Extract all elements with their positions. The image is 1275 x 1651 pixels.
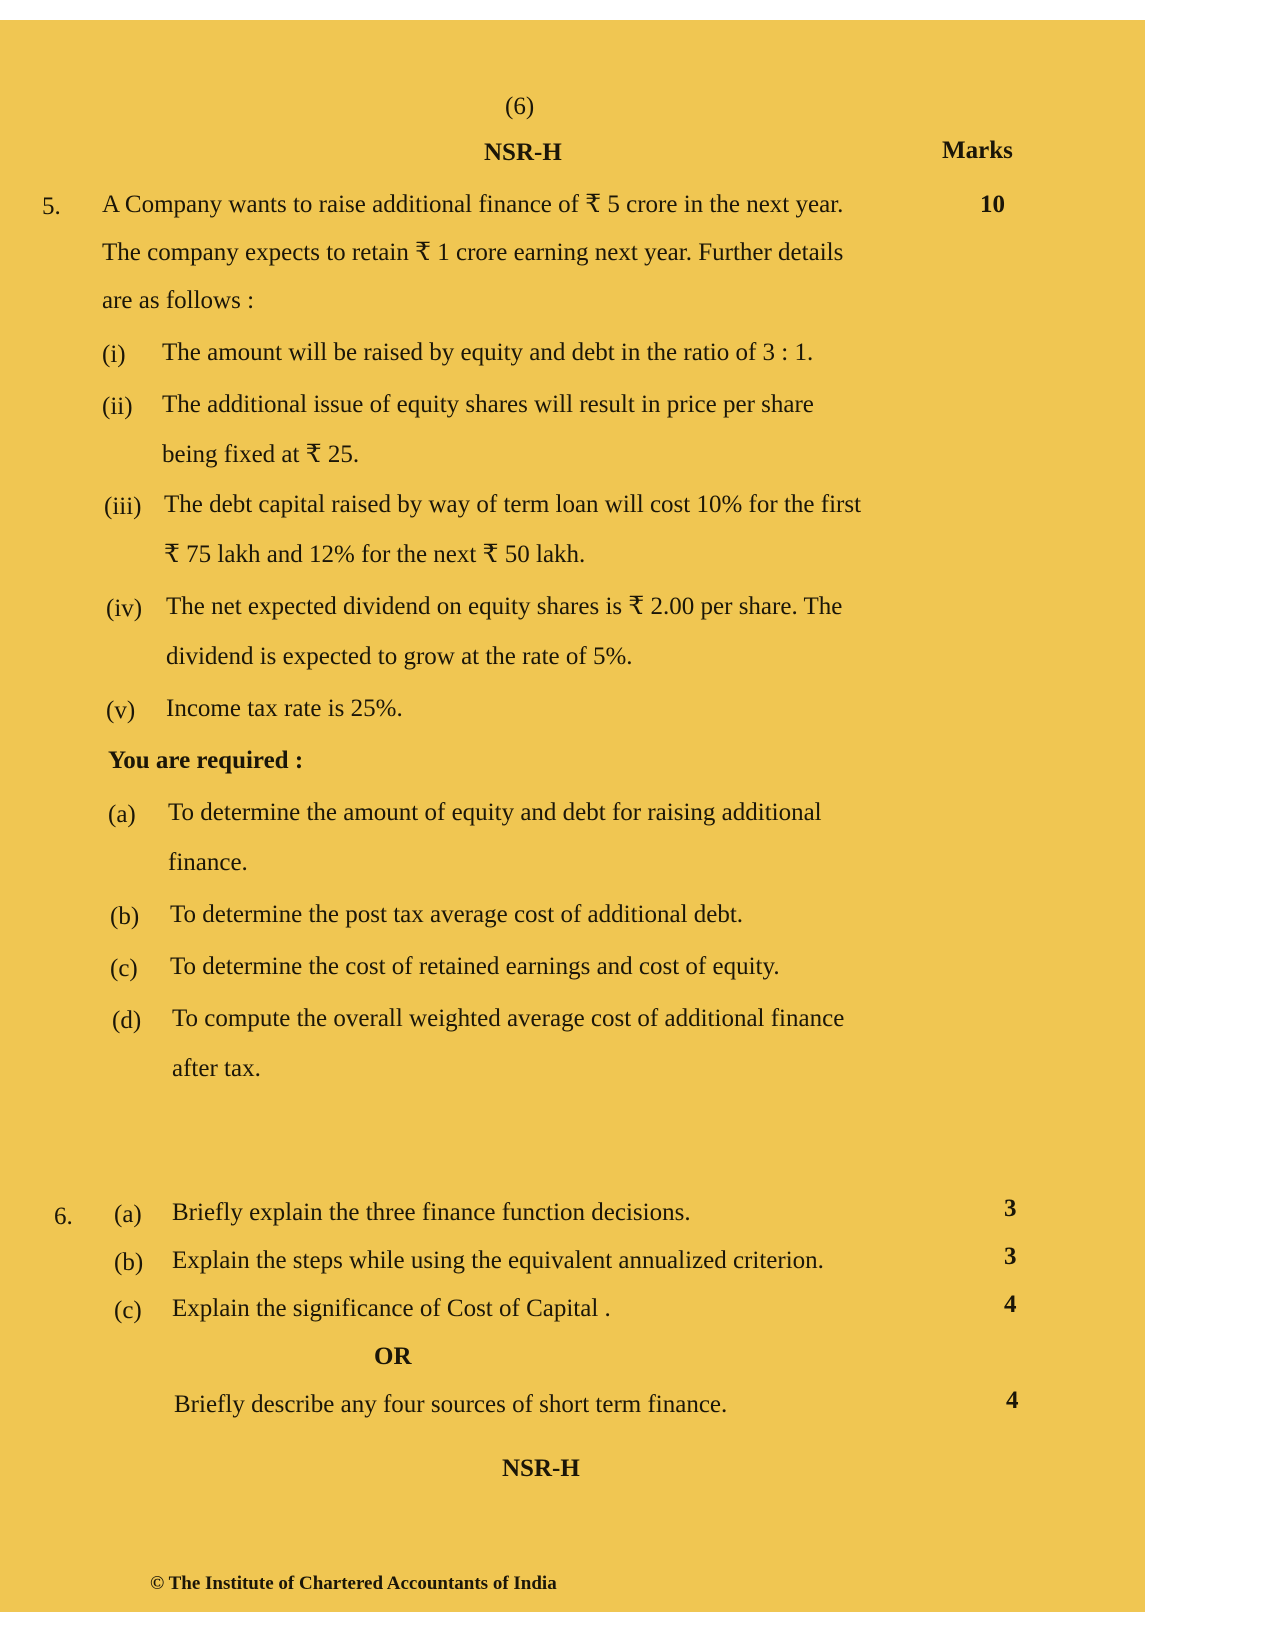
paper-code: NSR-H: [484, 139, 562, 166]
q5-required-text: after tax.: [172, 1055, 261, 1082]
q5-required-label: (d): [112, 1007, 142, 1034]
q5-intro-line: The company expects to retain ₹ 1 crore earning next year. Further details: [102, 239, 844, 266]
q5-detail-text: The debt capital raised by way of term loan will cost 10% for the first: [164, 491, 862, 518]
q5-detail-text: ₹ 75 lakh and 12% for the next ₹ 50 lakh.: [164, 541, 586, 568]
q6-number: 6.: [54, 1203, 73, 1230]
q5-required-text: To compute the overall weighted average cost of additional finance: [172, 1005, 845, 1032]
required-heading: You are required :: [108, 747, 304, 774]
q6-part-text: Briefly explain the three finance function decisions.: [172, 1199, 691, 1226]
q5-required-text: To determine the cost of retained earnings and cost of equity.: [170, 953, 780, 980]
q5-detail-label: (iii): [104, 493, 142, 520]
q5-required-label: (c): [110, 955, 138, 982]
copyright-notice: © The Institute of Chartered Accountants of India: [150, 1573, 557, 1594]
q5-detail-label: (iv): [106, 595, 143, 622]
q5-detail-text: The amount will be raised by equity and debt in the ratio of 3 : 1.: [162, 339, 814, 366]
q5-detail-label: (ii): [102, 393, 133, 420]
q5-required-text: To determine the post tax average cost of additional debt.: [170, 901, 744, 928]
q5-intro-line: A Company wants to raise additional finance of ₹ 5 crore in the next year.: [102, 191, 844, 218]
q6-part-label: (a): [114, 1201, 142, 1228]
or-divider: OR: [374, 1343, 412, 1370]
q5-marks: 10: [980, 191, 1005, 218]
q5-required-label: (a): [108, 801, 136, 828]
footer-paper-code: NSR-H: [502, 1455, 580, 1482]
q5-required-text: To determine the amount of equity and debt for raising additional: [168, 799, 822, 826]
q5-detail-label: (v): [106, 697, 136, 724]
q6-part-text: Explain the significance of Cost of Capital .: [172, 1295, 611, 1322]
q6-part-marks: 3: [1004, 1195, 1017, 1222]
q5-detail-text: dividend is expected to grow at the rate of 5%.: [166, 643, 633, 670]
q6-part-marks: 3: [1004, 1243, 1017, 1270]
q5-detail-text: The net expected dividend on equity shares is ₹ 2.00 per share. The: [166, 593, 843, 620]
q5-required-text: finance.: [168, 849, 248, 876]
q6-part-marks: 4: [1004, 1291, 1017, 1318]
q5-intro-line: are as follows :: [102, 287, 255, 314]
q5-detail-text: The additional issue of equity shares will result in price per share: [162, 391, 814, 418]
q5-number: 5.: [42, 193, 61, 220]
q5-detail-text: being fixed at ₹ 25.: [162, 441, 360, 468]
q6-part-text: Explain the steps while using the equivalent annualized criterion.: [172, 1247, 824, 1274]
q5-detail-text: Income tax rate is 25%.: [166, 695, 403, 722]
q5-detail-label: (i): [102, 341, 126, 368]
q6-alternative-marks: 4: [1006, 1387, 1019, 1414]
marks-column-label: Marks: [942, 137, 1013, 164]
q6-part-label: (c): [114, 1297, 142, 1324]
q5-required-label: (b): [110, 903, 140, 930]
page-number: (6): [505, 93, 535, 120]
q6-part-label: (b): [114, 1249, 144, 1276]
q6-alternative-text: Briefly describe any four sources of short term finance.: [174, 1391, 728, 1418]
